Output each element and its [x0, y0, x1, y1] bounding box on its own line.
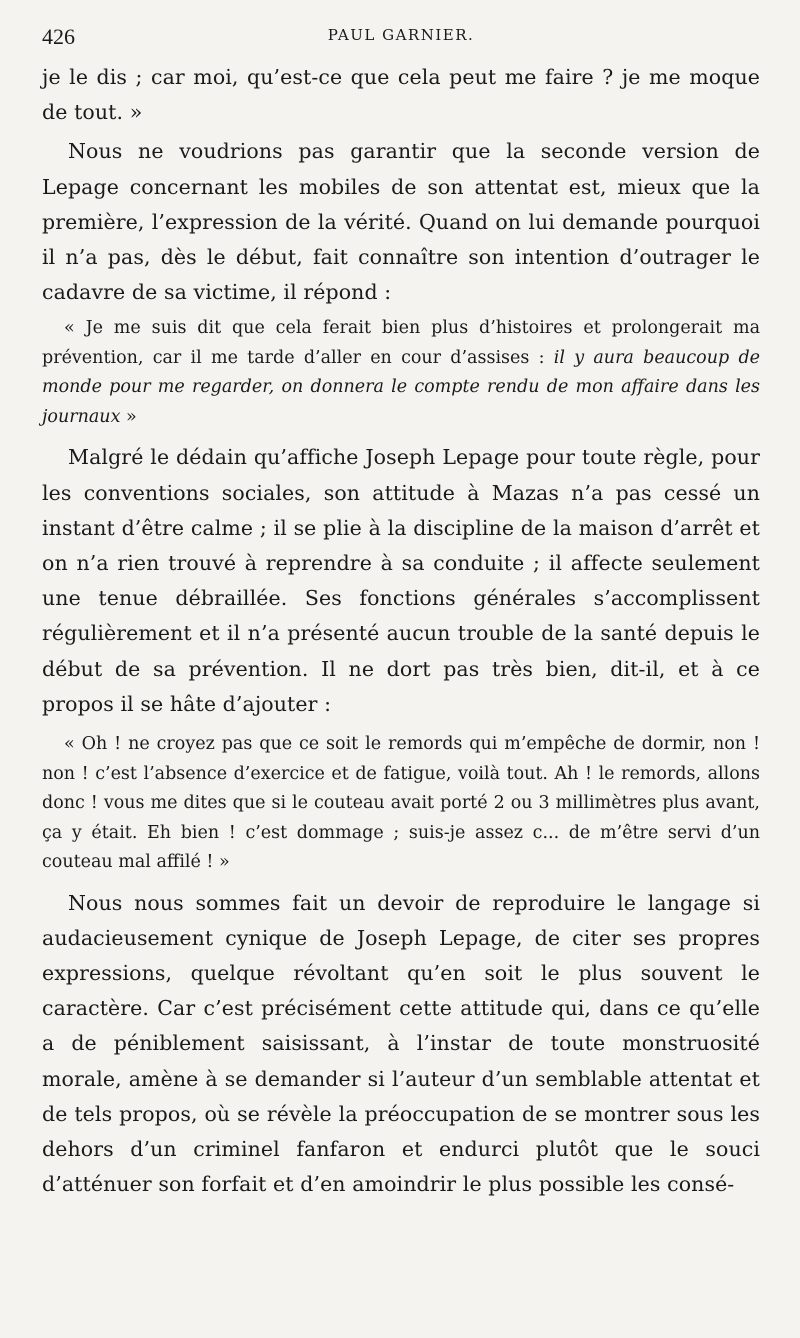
- page-number: 426: [42, 24, 75, 49]
- quote-prevention-end: »: [120, 406, 137, 427]
- running-title: PAUL GARNIER.: [327, 26, 475, 44]
- paragraph-cynique: Nous nous sommes fait un devoir de reproduire le langage si audacieusement cynique de Joseph Lepage, de citer ses propres expressions, quelque révoltant qu’en soit le plus souvent le caractère. Car c’est précisément cette attitude qui, dans ce qu’elle a de péniblement saisissant, à l’instar de toute monstruosité morale, amène à se demander si l’auteur d’un semblable attentat et de tels propos, où se révèle la préoccupation de se montrer sous les dehors d’un criminel fanfaron et endurci plutôt que le souci d’atténuer son forfait et d’en amoindrir le plus possible les consé-: [42, 890, 760, 1197]
- paragraph-second-version: Nous ne voudrions pas garantir que la seconde version de Lepage concernant les mobiles de son attentat est, mieux que la première, l’expression de la vérité. Quand on lui demande pourquoi il n’a pas, dès le début, fait connaître son intention d’outrager le cadavre de sa victime, il répond :: [42, 139, 760, 305]
- quote-prevention-text: « Je me suis dit que cela ferait bien plus d’histoires et prolongerait ma prévention, car il me tarde d’aller en cour d’assises :: [42, 318, 760, 368]
- quote-prevention: [42, 314, 760, 432]
- paragraph-continuation: je le dis ; car moi, qu’est-ce que cela peut me faire ? je me moque de tout. »: [42, 65, 760, 125]
- quote-prevention-italic: il y aura beaucoup de monde pour me regarder, on donnera le compte rendu de mon affaire dans les journaux: [42, 347, 761, 427]
- quote-remords: « Oh ! ne croyez pas que ce soit le remords qui m’empêche de dormir, non ! non ! c’est l’absence d’exercice et de fatigue, voilà tout. Ah ! le remords, allons donc ! vous me dites que si le couteau avait porté 2 ou 3 millimètres plus avant, ça y était. Eh bien ! c’est dommage ; suis-je assez c... de m’être servi d’un couteau mal affilé ! »: [42, 734, 760, 873]
- paragraph-mazas: Malgré le dédain qu’affiche Joseph Lepage pour toute règle, pour les conventions sociales, son attitude à Mazas n’a pas cessé un instant d’être calme ; il se plie à la discipline de la maison d’arrêt et on n’a rien trouvé à reprendre à sa conduite ; il affecte seulement une tenue débraillée. Ses fonctions générales s’accomplissent régulièrement et il n’a présenté aucun trouble de la santé depuis le début de sa prévention. Il ne dort pas très bien, dit-il, et à ce propos il se hâte d’ajouter :: [42, 445, 760, 716]
- running-head: [42, 20, 760, 60]
